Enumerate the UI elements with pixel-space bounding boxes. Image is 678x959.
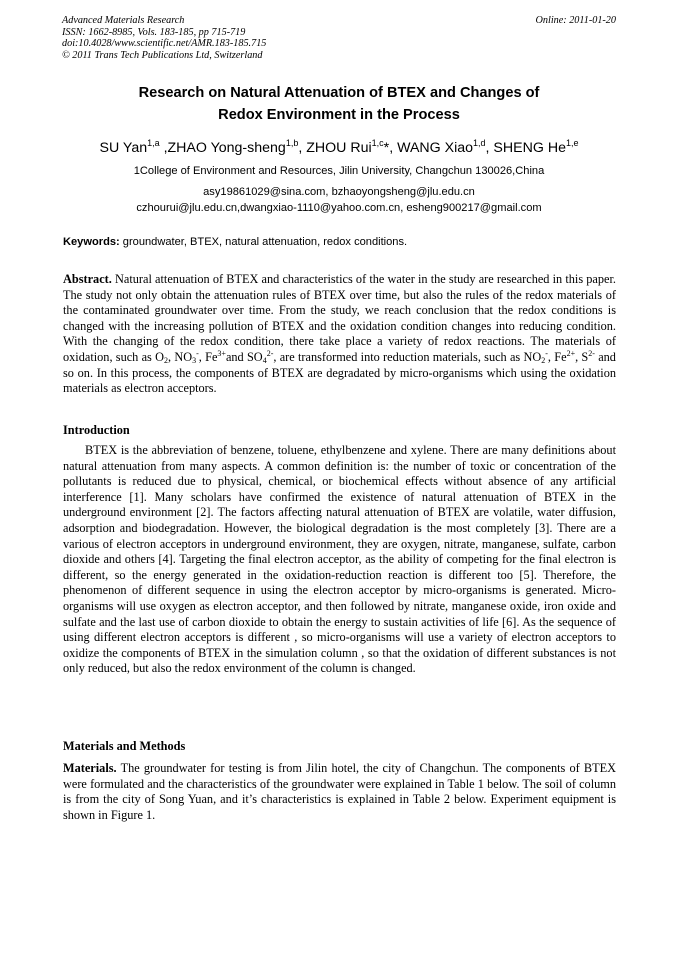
author-list <box>40 138 638 158</box>
section-heading-methods: Materials and Methods <box>63 739 186 753</box>
journal-name: Advanced Materials Research <box>62 15 185 26</box>
superscript: - <box>196 348 199 358</box>
introduction-paragraph: BTEX is the abbreviation of benzene, toluene, ethylbenzene and xylene. There are many definitions about natural attenuation from many aspects. A common definition is: the number of toxic or concentration of the pollutants is reduced due to physical, chemical, or biochemical effects without absence of any artificial interference [1]. Many scholars have confirmed the existence of natural attenuation of BTEX in the underground environment [2]. The factors affecting natural attenuation of BTEX are volatile, water diffusion, adsorption and biodegradation. However, the biological degradation is the most completely [3]. There are a various of electron acceptors in underground environment, they are oxygen, nitrate, manganese, sulfate, carbon dioxide and others [4]. Targeting the final electron acceptor, as the ability of competing for the final electron is different, so the energy generated in the oxidation-reduction reaction is different too [5]. Therefore, the phenomenon of different sequence in using the electron acceptor by micro-organisms is generated. Micro-organisms will use oxygen as electron acceptor, and then followed by nitrate, manganese oxide, iron oxide and sulfate and the last use of carbon dioxide to obtain the energy to sustain activities of life [6]. As the sequence of using different electron acceptors is different , so micro-organisms will use a variety of electron acceptors to oxidize the components of BTEX in the simulation column , so that the oxidation of different substances is not only reduced, but also the redox environment of the column is changed. <box>63 443 616 676</box>
journal-header <box>62 15 616 61</box>
superscript: - <box>545 348 548 358</box>
author-affil-mark: 1,a <box>147 138 160 148</box>
keywords-text: groundwater, BTEX, natural attenuation, redox conditions. <box>119 236 408 248</box>
materials-text: The groundwater for testing is from Jilin hotel, the city of Changchun. The components of BTEX were formulated and the characteristics of the groundwater were explained in Table 1 below. The soil of column is from the city of Song Yuan, and it’s characteristics is explained in Table 2 below. Experiment equipment is shown in Figure 1. <box>63 761 616 822</box>
materials-label: Materials. <box>63 761 117 775</box>
author-affil-mark: 1,d <box>473 138 486 148</box>
author-name: , ZHOU Rui <box>298 140 372 156</box>
subscript: 2 <box>541 355 546 365</box>
abstract-text: and SO <box>225 349 263 364</box>
superscript: 2+ <box>566 348 576 358</box>
abstract-label: Abstract. <box>63 272 112 286</box>
online-date: Online: 2011-01-20 <box>535 15 616 26</box>
abstract-text: and so on. In this process, the components of BTEX are degradated by micro-organisms which using the oxidation materials as electron acceptors. <box>63 349 616 396</box>
superscript: 2- <box>588 348 595 358</box>
author-name: , SHENG He <box>485 140 566 156</box>
subscript: 2 <box>164 355 168 365</box>
author-name: *, WANG Xiao <box>383 140 474 156</box>
affiliation: 1College of Environment and Resources, Jilin University, Changchun 130026,China <box>133 165 545 177</box>
email-line-2: czhourui@jlu.edu.cn,dwangxiao-1110@yahoo.com.cn, esheng900217@gmail.com <box>136 202 542 214</box>
materials-paragraph <box>63 761 616 823</box>
keywords <box>63 235 616 250</box>
email-line-1: asy19861029@sina.com, bzhaoyongsheng@jlu.edu.cn <box>203 186 475 198</box>
abstract-text: , Fe <box>547 349 567 364</box>
doi-line: doi:10.4028/www.scientific.net/AMR.183-185.715 <box>62 38 267 49</box>
abstract-text: Natural attenuation of BTEX and characteristics of the water in the study are researched in this paper. The study not only obtain the attenuation rules of BTEX over time, but also the rules of the redox materials of the contaminated groundwater over time. From the study, we reach conclusion that the redox conditions is changed with the increasing pollution of BTEX and the oxidation condition changes into reducing condition. With the changing of the redox condition, there take place a variety of redox reactions. The materials of oxidation, such as O <box>63 272 616 364</box>
copyright-line: © 2011 Trans Tech Publications Ltd, Switzerland <box>62 49 263 61</box>
subscript: 3 <box>192 355 197 365</box>
author-name: ,ZHAO Yong-sheng <box>159 140 286 156</box>
author-affil-mark: 1,c <box>371 138 384 148</box>
keywords-label: Keywords: <box>63 236 120 248</box>
abstract <box>63 272 616 397</box>
author-affil-mark: 1,e <box>565 138 579 148</box>
abstract-text: , Fe <box>198 349 218 364</box>
issn-line: ISSN: 1662-8985, Vols. 183-185, pp 715-719 <box>62 26 246 38</box>
title-line-2: Redox Environment in the Process <box>218 107 460 123</box>
title-line-1: Research on Natural Attenuation of BTEX and Changes of <box>138 85 540 101</box>
author-name: SU Yan <box>99 140 148 156</box>
section-heading-introduction: Introduction <box>63 423 130 437</box>
abstract-text: , S <box>575 349 589 364</box>
subscript: 4 <box>262 355 267 365</box>
paper-title <box>62 82 616 126</box>
author-affil-mark: 1,b <box>285 138 299 148</box>
superscript: 2- <box>266 348 274 358</box>
abstract-text: , are transformed into reduction materials, such as NO <box>273 349 542 364</box>
abstract-text: , NO <box>168 349 193 364</box>
superscript: 3+ <box>217 348 226 358</box>
